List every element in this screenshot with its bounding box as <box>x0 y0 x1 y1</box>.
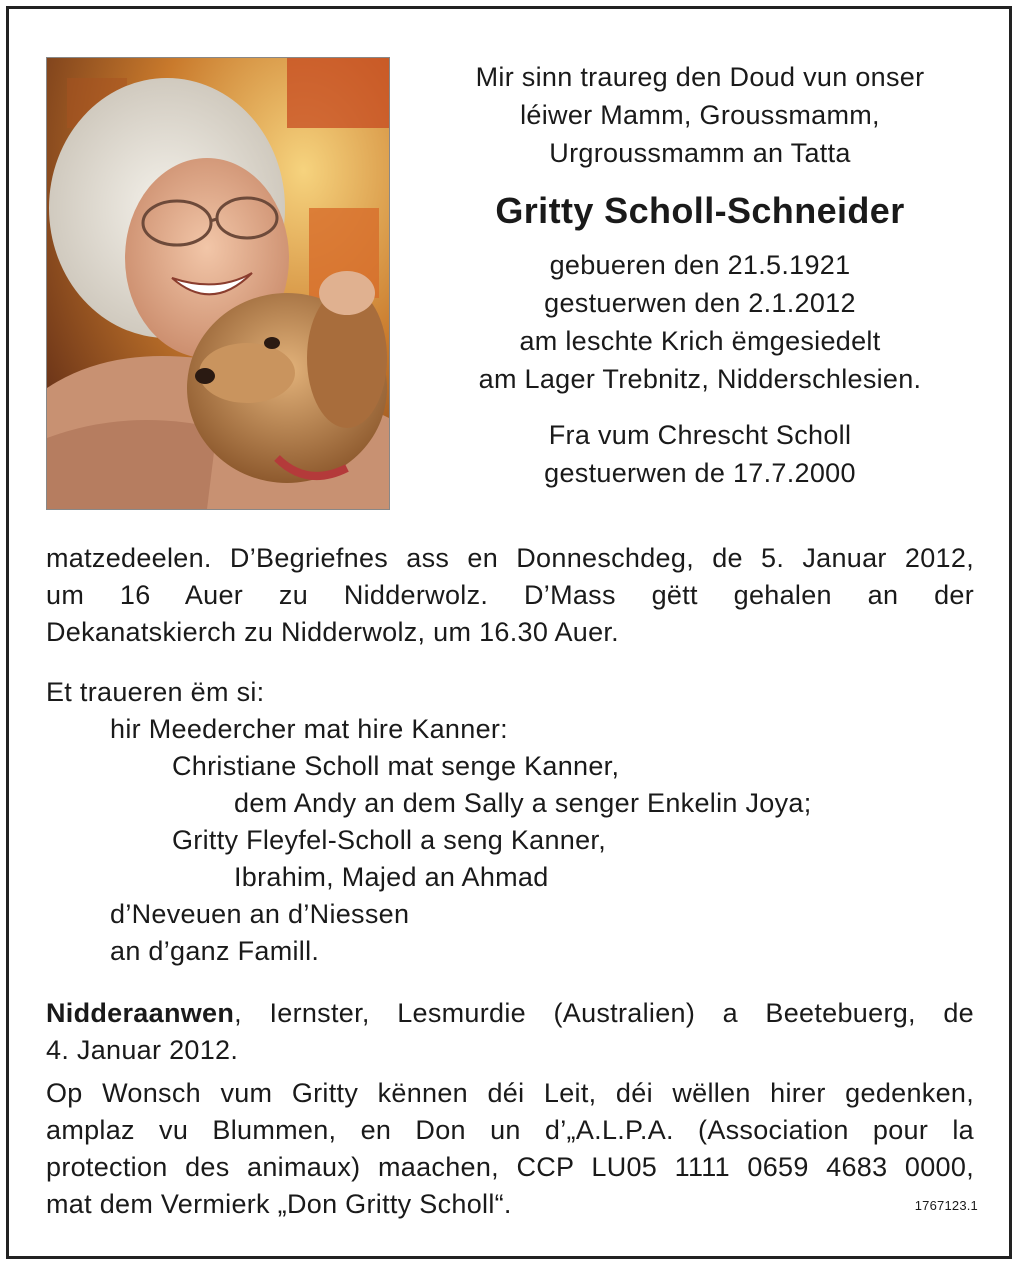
mourner-line: an d’ganz Famill. <box>110 936 320 966</box>
death-date-line: gestuerwen den 2.1.2012 <box>544 288 856 318</box>
funeral-line: matzedeelen. D’Begriefnes ass en Donneschdeg, de 5. Januar 2012, <box>46 543 974 573</box>
reference-number: 1767123.1 <box>914 1198 978 1213</box>
mourner-line: dem Andy an dem Sally a senger Enkelin Joya; <box>234 788 812 818</box>
funeral-line: um 16 Auer zu Nidderwolz. D’Mass gëtt gehalen an der <box>46 580 974 610</box>
mourner-line: d’Neveuen an d’Niessen <box>110 899 410 929</box>
spouse-line: Fra vum Chrescht Scholl <box>548 420 852 450</box>
mourner-line: Gritty Fleyfel-Scholl a seng Kanner, <box>172 825 606 855</box>
intro-line: Urgroussmamm an Tatta <box>549 138 851 168</box>
place-date-block <box>46 995 974 1069</box>
portrait-photo-icon <box>47 58 389 509</box>
donation-line: mat dem Vermierk „Don Gritty Scholl“. <box>46 1189 512 1219</box>
intro-line: Mir sinn traureg den Doud vun onser <box>475 62 925 92</box>
donation-line: protection des animaux) maachen, CCP LU05 1111 0659 4683 0000, <box>46 1152 974 1182</box>
date-line: 4. Januar 2012. <box>46 1035 239 1065</box>
resettlement-place-line: am Lager Trebnitz, Nidderschlesien. <box>478 364 922 394</box>
portrait-photo <box>46 57 390 510</box>
mourner-line: Christiane Scholl mat senge Kanner, <box>172 751 620 781</box>
intro-line: léiwer Mamm, Groussmamm, <box>520 100 880 130</box>
funeral-line: Dekanatskierch zu Nidderwolz, um 16.30 Auer. <box>46 617 619 647</box>
place-date-line <box>46 995 974 1032</box>
mourner-line: Ibrahim, Majed an Ahmad <box>234 862 549 892</box>
mourner-line: hir Meedercher mat hire Kanner: <box>110 714 508 744</box>
spouse-death-line: gestuerwen de 17.7.2000 <box>544 458 856 488</box>
mourners-block <box>46 674 974 970</box>
place-name: Nidderaanwen <box>46 998 235 1028</box>
place-rest: , Iernster, Lesmurdie (Australien) a Beetebuerg, de <box>234 998 974 1028</box>
donation-line: Op Wonsch vum Gritty kënnen déi Leit, déi wëllen hirer gedenken, <box>46 1078 974 1108</box>
donation-line: amplaz vu Blummen, en Don un d’„A.L.P.A. (Association pour la <box>46 1115 974 1145</box>
mourners-heading: Et traueren ëm si: <box>46 677 265 707</box>
deceased-name: Gritty Scholl-Schneider <box>495 190 905 231</box>
birth-date-line: gebueren den 21.5.1921 <box>549 250 851 280</box>
resettlement-line: am leschte Krich ëmgesiedelt <box>519 326 881 356</box>
funeral-paragraph <box>46 540 974 651</box>
donation-paragraph <box>46 1075 974 1223</box>
header-text-block <box>430 58 970 492</box>
